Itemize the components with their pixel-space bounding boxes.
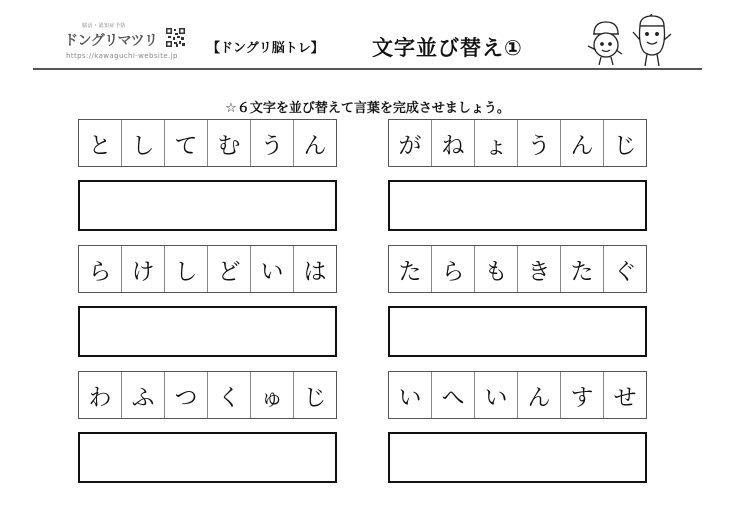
letter-tile: ゅ: [251, 372, 294, 418]
letter-tile: い: [251, 246, 294, 292]
letter-tiles: [78, 245, 337, 293]
qr-code-icon: [166, 28, 185, 47]
puzzle-2: [388, 119, 647, 167]
letter-tile: い: [389, 372, 432, 418]
letter-tile: た: [389, 246, 432, 292]
letter-tile: じ: [613, 132, 637, 159]
letter-tile: も: [475, 246, 518, 292]
logo-name: ドングリマツリ: [64, 33, 158, 49]
page-title: 文字並び替え①: [372, 36, 523, 60]
letter-tile: わ: [79, 372, 122, 418]
letter-tile: し: [122, 120, 165, 166]
letter-tile: せ: [613, 384, 637, 411]
letter-tile: ね: [432, 120, 475, 166]
mascots: [582, 14, 674, 68]
letter-tile: は: [303, 258, 327, 285]
acorn-man-mascot-icon: [633, 14, 671, 66]
puzzle-4: [388, 245, 647, 293]
series-label: 【ドングリ脳トレ】: [207, 41, 324, 56]
letter-tile: ん: [518, 372, 561, 418]
puzzle-5: [78, 371, 337, 419]
letter-tile: う: [251, 120, 294, 166]
letter-tile: ん: [561, 120, 604, 166]
answer-box[interactable]: [78, 306, 337, 357]
puzzle-1: [78, 119, 337, 167]
puzzle-6: [388, 371, 647, 419]
letter-tile: と: [79, 120, 122, 166]
letter-tile: じ: [303, 384, 327, 411]
answer-box[interactable]: [78, 432, 337, 483]
letter-tile: ん: [303, 132, 327, 159]
answer-box[interactable]: [78, 180, 337, 231]
logo-url: https://kawaguchi-website.jp: [66, 52, 178, 60]
letter-tile: ど: [208, 246, 251, 292]
letter-tile: つ: [165, 372, 208, 418]
letter-tile: た: [561, 246, 604, 292]
letter-tile: て: [165, 120, 208, 166]
letter-tile: い: [475, 372, 518, 418]
letter-tile: す: [561, 372, 604, 418]
letter-tile: ら: [432, 246, 475, 292]
letter-tiles: [78, 119, 337, 167]
acorn-boy-mascot-icon: [588, 22, 622, 65]
letter-tile: ぐ: [613, 258, 637, 285]
letter-tile: し: [165, 246, 208, 292]
letter-tile: ら: [79, 246, 122, 292]
answer-box[interactable]: [388, 306, 647, 357]
instruction-text: ☆６文字を並び替えて言葉を完成させましょう。: [225, 101, 510, 116]
letter-tile: け: [122, 246, 165, 292]
letter-tiles: [388, 119, 647, 167]
letter-tile: む: [208, 120, 251, 166]
letter-tile: う: [518, 120, 561, 166]
letter-tile: き: [518, 246, 561, 292]
logo-tagline: 脳活・認知症予防: [82, 23, 127, 29]
puzzle-3: [78, 245, 337, 293]
letter-tile: へ: [432, 372, 475, 418]
letter-tile: ふ: [122, 372, 165, 418]
letter-tiles: [388, 371, 647, 419]
letter-tile: が: [389, 120, 432, 166]
letter-tiles: [78, 371, 337, 419]
letter-tile: く: [208, 372, 251, 418]
letter-tiles: [388, 245, 647, 293]
answer-box[interactable]: [388, 180, 647, 231]
header-divider: [33, 68, 702, 70]
letter-tile: ょ: [475, 120, 518, 166]
answer-box[interactable]: [388, 432, 647, 483]
